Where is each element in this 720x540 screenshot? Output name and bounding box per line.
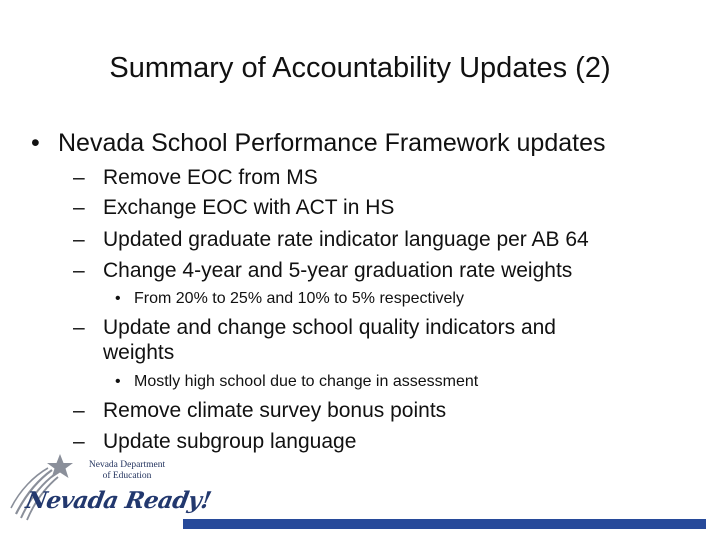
bullet-text: weights (103, 341, 175, 364)
dash-marker: – (73, 399, 85, 422)
dash-marker: – (73, 166, 85, 189)
bullet-text: Exchange EOC with ACT in HS (103, 196, 395, 219)
dash-marker: – (73, 259, 85, 282)
bullet-text: Updated graduate rate indicator language per AB 64 (103, 228, 589, 251)
bullet-marker: • (115, 290, 121, 307)
bullet-text: Update subgroup language (103, 430, 357, 453)
dash-marker: – (73, 196, 85, 219)
bullet-text: From 20% to 25% and 10% to 5% respectively (134, 290, 464, 307)
nevada-logo (8, 452, 214, 536)
bullet-marker: • (115, 373, 121, 390)
logo-slogan: Nevada Ready! (23, 487, 214, 514)
bullet-marker: • (31, 129, 40, 157)
bullet-text: Remove climate survey bonus points (103, 399, 447, 422)
bullet-text: Mostly high school due to change in assessment (134, 373, 479, 390)
dash-marker: – (73, 430, 85, 453)
bullet-text: Update and change school quality indicators and (103, 316, 556, 339)
slide-title: Summary of Accountability Updates (2) (109, 52, 611, 84)
logo-organization-name: Nevada Department of Education (88, 460, 166, 481)
dash-marker: – (73, 316, 85, 339)
bullet-text: Nevada School Performance Framework updates (58, 129, 606, 157)
dash-marker: – (73, 228, 85, 251)
footer-accent-bar (183, 519, 706, 529)
bullet-text: Remove EOC from MS (103, 166, 318, 189)
bullet-text: Change 4-year and 5-year graduation rate weights (103, 259, 573, 282)
